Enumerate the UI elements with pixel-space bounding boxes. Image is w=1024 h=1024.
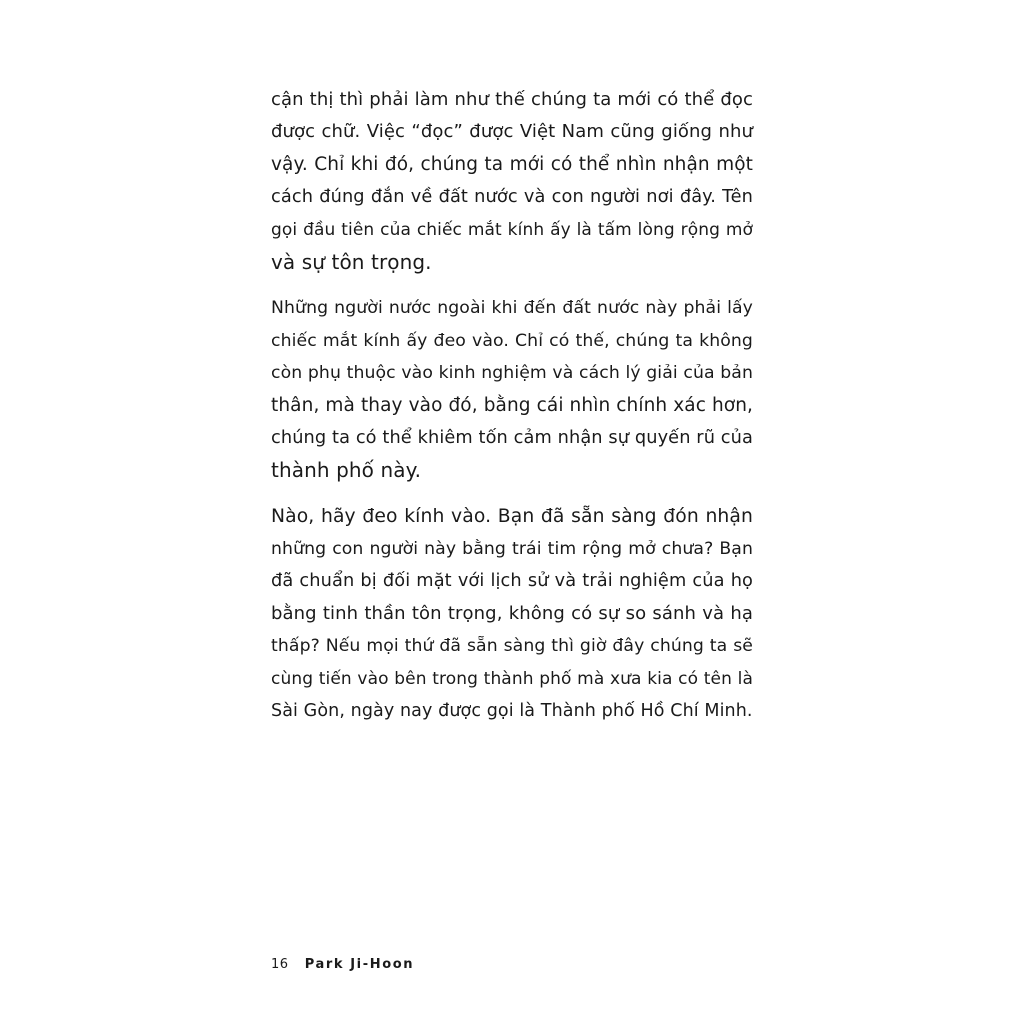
text-line: còn phụ thuộc vào kinh nghiệm và cách lý giải của bản: [271, 363, 753, 384]
page-number: 16: [271, 957, 289, 972]
text-line: Sài Gòn, ngày nay được gọi là Thành phố Hồ Chí Minh.: [271, 701, 753, 722]
text-line: cận thị thì phải làm như thế chúng ta mới có thể đọc: [271, 89, 753, 110]
text-line: và sự tôn trọng.: [271, 249, 432, 274]
text-line: gọi đầu tiên của chiếc mắt kính ấy là tấm lòng rộng mở: [271, 219, 753, 240]
text-line: cùng tiến vào bên trong thành phố mà xưa kia có tên là: [271, 668, 753, 689]
body-text: [271, 84, 753, 741]
text-line: Nào, hãy đeo kính vào. Bạn đã sẵn sàng đón nhận: [271, 505, 753, 527]
paragraph-3: [271, 501, 753, 728]
text-line: Những người nước ngoài khi đến đất nước này phải lấy: [271, 298, 753, 319]
text-line: chúng ta có thể khiêm tốn cảm nhận sự quyến rũ của: [271, 427, 753, 448]
paragraph-1: [271, 84, 753, 278]
text-line: đã chuẩn bị đối mặt với lịch sử và trải nghiệm của họ: [271, 571, 753, 592]
text-line: thấp? Nếu mọi thứ đã sẵn sàng thì giờ đây chúng ta sẽ: [271, 636, 753, 657]
running-author: Park Ji-Hoon: [304, 957, 415, 972]
text-line: những con người này bằng trái tim rộng mở chưa? Bạn: [271, 539, 753, 560]
text-line: vậy. Chỉ khi đó, chúng ta mới có thể nhìn nhận một: [271, 153, 753, 175]
paragraph-2: [271, 292, 753, 486]
page-footer: [271, 956, 414, 974]
text-line: chiếc mắt kính ấy đeo vào. Chỉ có thế, chúng ta không: [271, 330, 753, 351]
text-line: bằng tinh thần tôn trọng, không có sự so sánh và hạ: [271, 602, 753, 624]
text-line: thành phố này.: [271, 458, 422, 483]
text-line: cách đúng đắn về đất nước và con người nơi đây. Tên: [271, 187, 753, 208]
text-line: được chữ. Việc “đọc” được Việt Nam cũng giống như: [271, 121, 753, 143]
text-line: thân, mà thay vào đó, bằng cái nhìn chính xác hơn,: [271, 394, 753, 416]
